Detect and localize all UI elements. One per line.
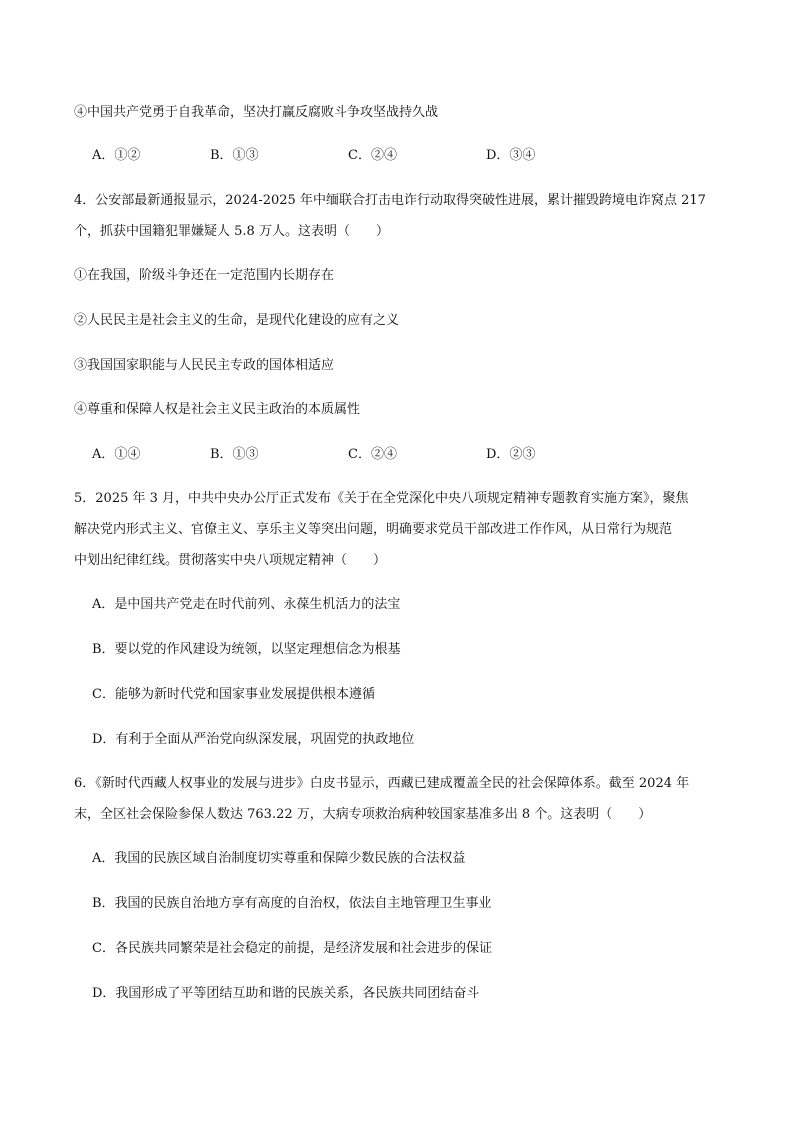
- q4-statement-1: ①在我国，阶级斗争还在一定范围内长期存在: [74, 268, 335, 283]
- q6-stem-line-1: 6．《新时代西藏人权事业的发展与进步》白皮书显示，西藏已建成覆盖全民的社会保障体系。截至 2024 年: [74, 776, 690, 791]
- q6-choice-b: B．我国的民族自治地方享有高度的自治权，依法自主地管理卫生事业: [92, 896, 492, 911]
- q4-stem-line-1: 4．公安部最新通报显示，2024-2025 年中缅联合打击电诈行动取得突破性进展，累计摧毁跨境电诈窝点 217: [74, 193, 706, 208]
- q4-option-c: C．②④: [348, 447, 397, 462]
- q4-stem-line-2: 个，抓获中国籍犯罪嫌疑人 5.8 万人。这表明（ ）: [74, 224, 389, 239]
- q5-stem-line-3: 中划出纪律红线。贯彻落实中央八项规定精神（ ）: [74, 553, 387, 568]
- q5-choice-a: A．是中国共产党走在时代前列、永葆生机活力的法宝: [92, 597, 401, 612]
- q5-choice-b: B．要以党的作风建设为统领，以坚定理想信念为根基: [92, 642, 401, 657]
- q5-choice-d: D．有利于全面从严治党向纵深发展，巩固党的执政地位: [92, 732, 415, 747]
- q6-choice-d: D．我国形成了平等团结互助和谐的民族关系，各民族共同团结奋斗: [92, 986, 480, 1001]
- q4-option-a: A．①④: [92, 447, 141, 462]
- q4-statement-2: ②人民民主是社会主义的生命，是现代化建设的应有之义: [74, 313, 400, 328]
- q6-choice-c: C．各民族共同繁荣是社会稳定的前提，是经济发展和社会进步的保证: [92, 941, 492, 956]
- q5-stem-line-2: 解决党内形式主义、官僚主义、享乐主义等突出问题，明确要求党员干部改进工作作风，从日常行为规范: [74, 522, 673, 537]
- q3-option-b: B．①③: [210, 148, 259, 163]
- q3-option-d: D．③④: [486, 148, 536, 163]
- q5-stem-line-1: 5．2025 年 3 月，中共中央办公厅正式发布《关于在全党深化中央八项规定精神专题教育实施方案》，聚焦: [74, 491, 689, 506]
- q4-options: [92, 446, 712, 464]
- q6-choice-a: A．我国的民族区域自治制度切实尊重和保障少数民族的合法权益: [92, 851, 466, 866]
- q4-option-d: D．②③: [486, 447, 536, 462]
- q3-option-a: A．①②: [92, 148, 141, 163]
- q4-statement-3: ③我国国家职能与人民民主专政的国体相适应: [74, 358, 335, 373]
- q3-statement-4: ④中国共产党勇于自我革命，坚决打赢反腐败斗争攻坚战持久战: [74, 105, 439, 120]
- q6-stem-line-2: 末，全区社会保险参保人数达 763.22 万，大病专项救治病种较国家基准多出 8 个。这表明（ ）: [74, 807, 652, 822]
- q3-options: [92, 147, 712, 165]
- q3-option-c: C．②④: [348, 148, 397, 163]
- q5-choice-c: C．能够为新时代党和国家事业发展提供根本遵循: [92, 687, 375, 702]
- q4-option-b: B．①③: [210, 447, 259, 462]
- q4-statement-4: ④尊重和保障人权是社会主义民主政治的本质属性: [74, 402, 361, 417]
